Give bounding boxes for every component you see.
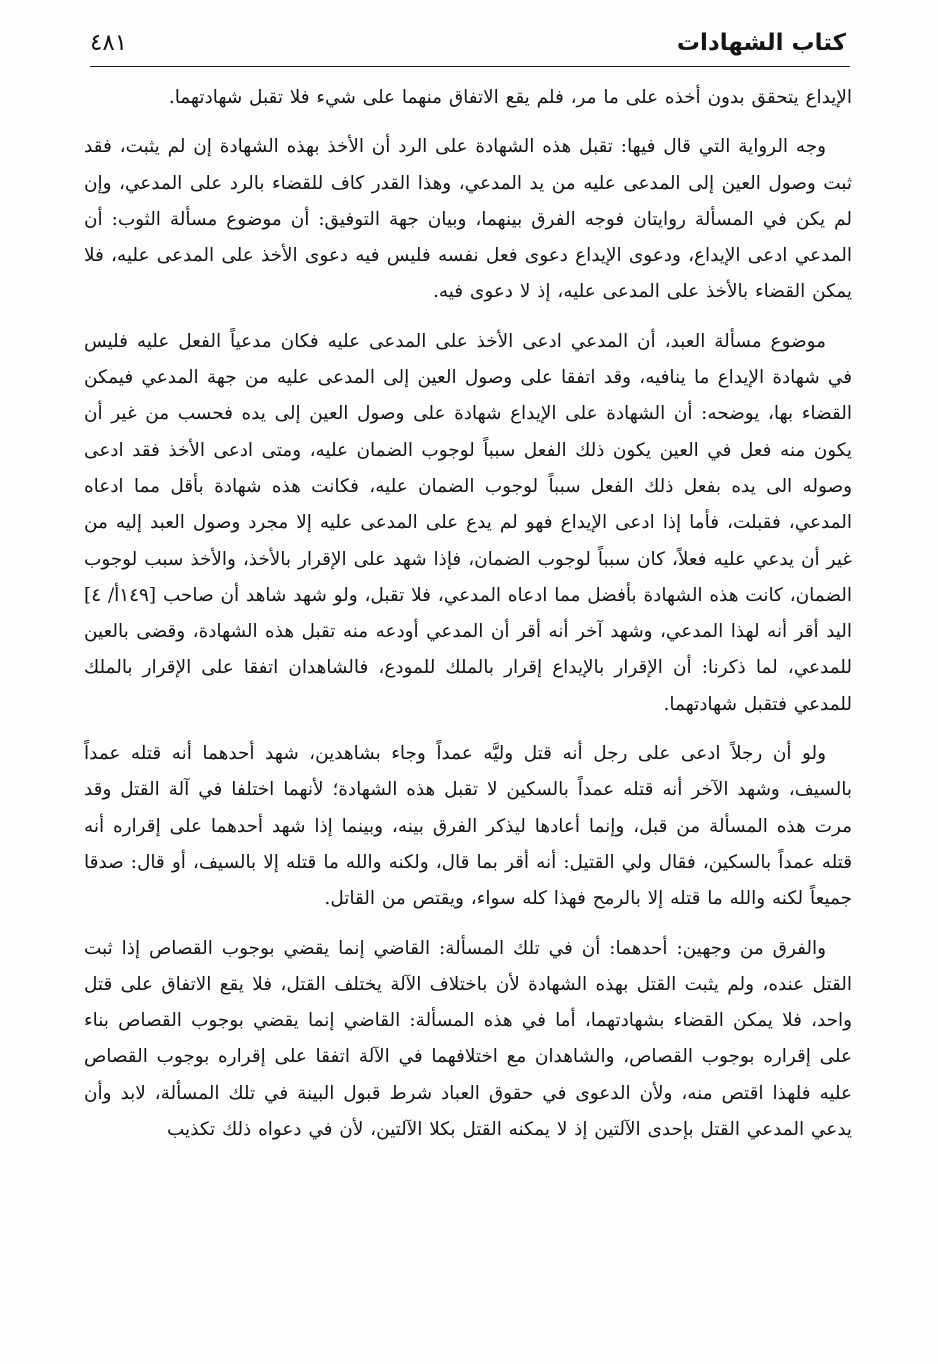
paragraph: الإيداع يتحقق بدون أخذه على ما مر، فلم يقع الاتفاق منهما على شيء فلا تقبل شهادتهما. xyxy=(168,87,852,108)
paragraph: ولو أن رجلاً ادعى على رجل أنه قتل وليَّه عمداً وجاء بشاهدين، شهد أحدهما أنه قتله عمداً بالسيف، وشهد الآخر أنه قتله عمداً بالسكين لا تقبل هذه الشهادة؛ لأنهما اختلفا في آلة القتل وقد مرت هذه المسألة من قبل، وإنما أعادها ليذكر الفرق بينه، وبينما إذا شهد أحدهما على إقراره أنه قتله عمداً بالسكين، فقال ولي القتيل: أنه أقر بما قال، ولكنه والله ما قتله إلا بالسيف، أو قال: صدقا جميعاً لكنه والله ما قتله إلا بالرمح فهذا كله سواء، ويقتص من القاتل. xyxy=(84,743,852,910)
body-text xyxy=(84,80,852,1148)
header-rule xyxy=(90,66,850,67)
paragraph: موضوع مسألة العبد، أن المدعي ادعى الأخذ على المدعى عليه فكان مدعياً الفعل عليه فليس في شهادة الإيداع ما ينافيه، وقد اتفقا على وصول العين إلى المدعى عليه من جهة المدعي فيمكن القضاء بها، يوضحه: أن الشهادة على الإيداع شهادة على وصول العين إلى يده فحسب من غير أن يكون منه فعل في العين يكون ذلك الفعل سبباً لوجوب الضمان عليه، ومتى ادعى الأخذ فقد ادعى وصوله الى يده بفعل ذلك الفعل سبباً لوجوب الضمان عليه، فكانت هذه شهادة بأقل مما ادعاه المدعي، فقبلت، فأما إذا ادعى الإيداع فهو لم يدع على المدعى عليه إلا مجرد وصول العبد إليه من غير أن يدعي عليه فعلاً، كان سبباً لوجوب الضمان، فإذا شهد على الإقرار بالأخذ، والأخذ سبب لوجوب الضمان، كانت هذه الشهادة بأفضل مما ادعاه المدعي، فلا تقبل، ولو شهد شاهد أن صاحب [١٤٩أ/ ٤] اليد أقر أنه لهذا المدعي، وشهد آخر أنه أقر أن المدعي أودعه منه تقبل هذه الشهادة، وقضى بالعين للمدعي، لما ذكرنا: أن الإقرار بالإيداع إقرار بالملك للمودع، فالشاهدان اتفقا على الإقرار بالملك للمدعي فتقبل شهادتهما. xyxy=(84,330,853,715)
running-header xyxy=(90,26,846,66)
book-title: كتاب الشهادات xyxy=(676,30,846,56)
page-number: ٤٨١ xyxy=(90,30,128,56)
paragraph: والفرق من وجهين: أحدهما: أن في تلك المسألة: القاضي إنما يقضي بوجوب القصاص إذا ثبت القتل عنده، ولم يثبت القتل بهذه الشهادة لأن باختلاف الآلة يختلف القتل، فلا يقع الاتفاق على قتل واحد، فلا يمكن القضاء بشهادتهما، أما في هذه المسألة: القاضي إنما يقضي بوجوب القصاص بناء على إقراره بوجوب القصاص، والشاهدان مع اختلافهما في الآلة اتفقا على إقراره بوجوب القصاص عليه فلهذا اقتص منه، ولأن الدعوى في حقوق العباد شرط قبول البينة في تلك المسألة، لابد وأن يدعي المدعي القتل بإحدى الآلتين إذ لا يمكنه القتل بكلا الآلتين، لأن في دعواه ذلك تكذيب xyxy=(84,937,852,1141)
paragraph: وجه الرواية التي قال فيها: تقبل هذه الشهادة على الرد أن الأخذ بهذه الشهادة إن لم يثبت، فقد ثبت وصول العين إلى المدعى عليه من يد المدعي، وهذا القدر كاف للقضاء بالرد على المدعي، وإن لم يكن في المسألة روايتان فوجه الفرق بينهما، وبيان جهة التوفيق: أن موضوع مسألة الثوب: أن المدعي ادعى الإيداع، ودعوى الإيداع دعوى فعل نفسه فليس فيه دعوى الأخذ على المدعى عليه، فلا يمكن القضاء بالأخذ على المدعى عليه، إذ لا دعوى فيه. xyxy=(84,136,852,303)
